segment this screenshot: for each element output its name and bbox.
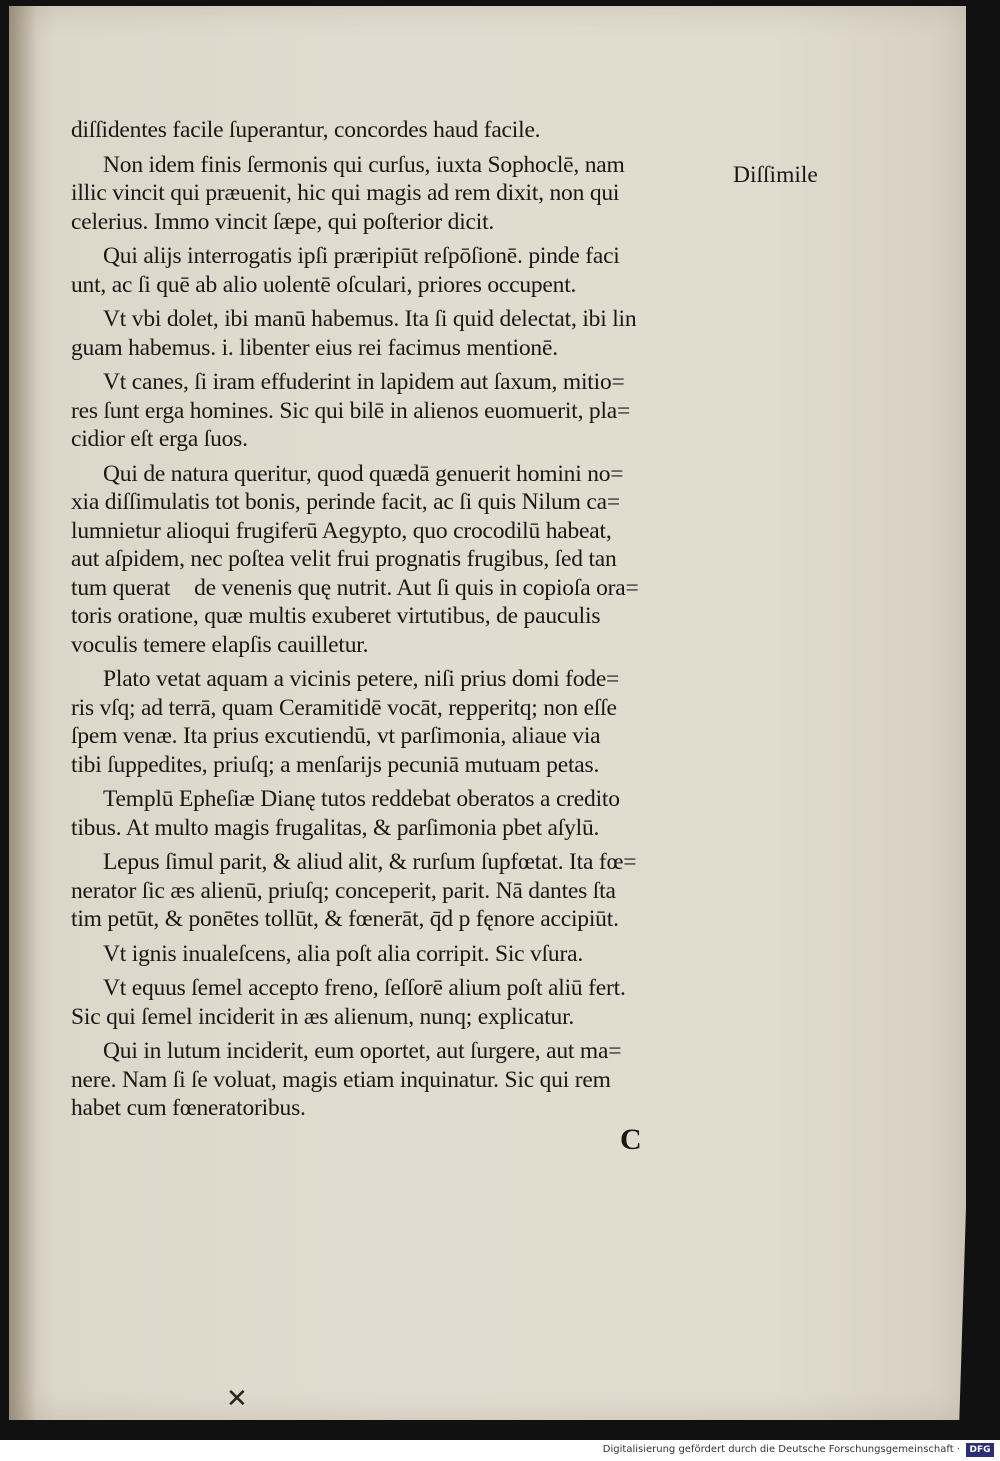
catchword-mark: ✕ [226, 1384, 248, 1413]
paragraph-9 [71, 940, 731, 969]
text-line: tibus. At multo magis frugalitas, & parſimonia pbet aſylū. [71, 814, 600, 841]
text-line: Vt vbi dolet, ibi manū habemus. Ita ſi quid delectat, ibi lin [103, 306, 637, 332]
text-line: diſſidentes facile ſuperantur, concordes haud facile. [71, 117, 541, 143]
text-line: tibi ſuppedites, priuſq; a menſarijs pecuniā mutuam petas. [71, 751, 600, 778]
text-line: Vt ignis inualeſcens, alia poſt alia corripit. Sic vſura. [103, 940, 584, 967]
text-line: illic vincit qui præuenit, hic qui magis ad rem dixit, non qui [71, 180, 620, 206]
text-line: Lepus ſimul parit, & aliud alit, & rurſum ſupfœtat. Ita fœ= [103, 849, 637, 875]
paragraph-3 [71, 305, 731, 362]
text-line: ris vſq; ad terrā, quam Ceramitidē vocāt, repperitq; non eſſe [71, 694, 617, 721]
text-line: res ſunt erga homines. Sic qui bilē in alienos euomuerit, pla= [71, 397, 631, 424]
paragraph-0 [71, 116, 731, 145]
dfg-logo-icon: DFG [966, 1443, 994, 1457]
paragraph-8 [71, 848, 731, 934]
signature-mark: C [620, 1123, 642, 1156]
text-line: Sic qui ſemel inciderit in æs alienum, nunq; explicatur. [71, 1003, 575, 1030]
text-line: Non idem finis ſermonis qui curſus, iuxta Sophoclē, nam [103, 151, 625, 178]
text-line: Qui in lutum inciderit, eum oportet, aut ſurgere, aut ma= [103, 1038, 622, 1064]
text-line: toris oratione, quæ multis exuberet virtutibus, de pauculis [71, 603, 601, 629]
text-line: Templū Epheſiæ Dianę tutos reddebat oberatos a credito [103, 786, 620, 812]
text-line: celerius. Immo vincit ſæpe, qui poſterior dicit. [71, 208, 495, 235]
text-line: lumnietur alioqui frugiferū Aegypto, quo crocodilū habeat, [71, 517, 612, 544]
text-line: Plato vetat aquam a vicinis petere, niſi prius domi fode= [103, 666, 620, 692]
spine-shadow [9, 6, 37, 1420]
text-line: xia diſſimulatis tot bonis, perinde facit, ac ſi quis Nilum ca= [71, 489, 620, 515]
main-text [71, 116, 731, 1123]
footer-bar [0, 1440, 1000, 1461]
text-line: habet cum fœneratoribus. [71, 1095, 306, 1121]
marginal-note: Diſſimile [733, 162, 818, 188]
paragraph-11 [71, 1037, 731, 1123]
text-line: Qui alijs interrogatis ipſi præripiūt reſpōſionē. pinde faci [103, 243, 620, 269]
text-line: ſpem venæ. Ita prius excutiendū, vt parſimonia, aliaue via [71, 723, 601, 749]
text-line: Vt equus ſemel accepto freno, ſeſſorē alium poſt aliū fert. [103, 975, 626, 1001]
paragraph-1 [71, 151, 731, 237]
text-line: nerator ſic æs alienū, priuſq; conceperit, parit. Nā dantes ſta [71, 877, 616, 904]
text-line: tim petūt, & ponētes tollūt, & fœnerāt, q̄d p fęnore accipiūt. [71, 906, 619, 932]
text-line: unt, ac ſi quē ab alio uolentē oſculari, priores occupent. [71, 271, 577, 298]
paragraph-6 [71, 665, 731, 779]
text-line: tum queratᷓ de venenis quę nutrit. Aut ſi quis in copioſa ora= [71, 574, 639, 601]
footer-credit: Digitalisierung gefördert durch die Deutsche Forschungsgemeinschaft · [602, 1444, 960, 1455]
paragraph-2 [71, 242, 731, 299]
paragraph-10 [71, 974, 731, 1031]
text-line: nere. Nam ſi ſe voluat, magis etiam inquinatur. Sic qui rem [71, 1066, 611, 1093]
text-line: aut aſpidem, nec poſtea velit frui prognatis frugibus, ſed tan [71, 546, 617, 572]
paragraph-7 [71, 785, 731, 842]
text-line: guam habemus. i. libenter eius rei facimus mentionē. [71, 334, 558, 361]
paragraph-5 [71, 460, 731, 660]
paragraph-4 [71, 368, 731, 454]
text-line: cidior eſt erga ſuos. [71, 426, 248, 452]
text-line: voculis temere elapſis cauilletur. [71, 631, 369, 658]
text-line: Vt canes, ſi iram effuderint in lapidem aut ſaxum, mitio= [103, 369, 625, 395]
text-line: Qui de natura queritur, quod quædā genuerit homini no= [103, 460, 624, 487]
